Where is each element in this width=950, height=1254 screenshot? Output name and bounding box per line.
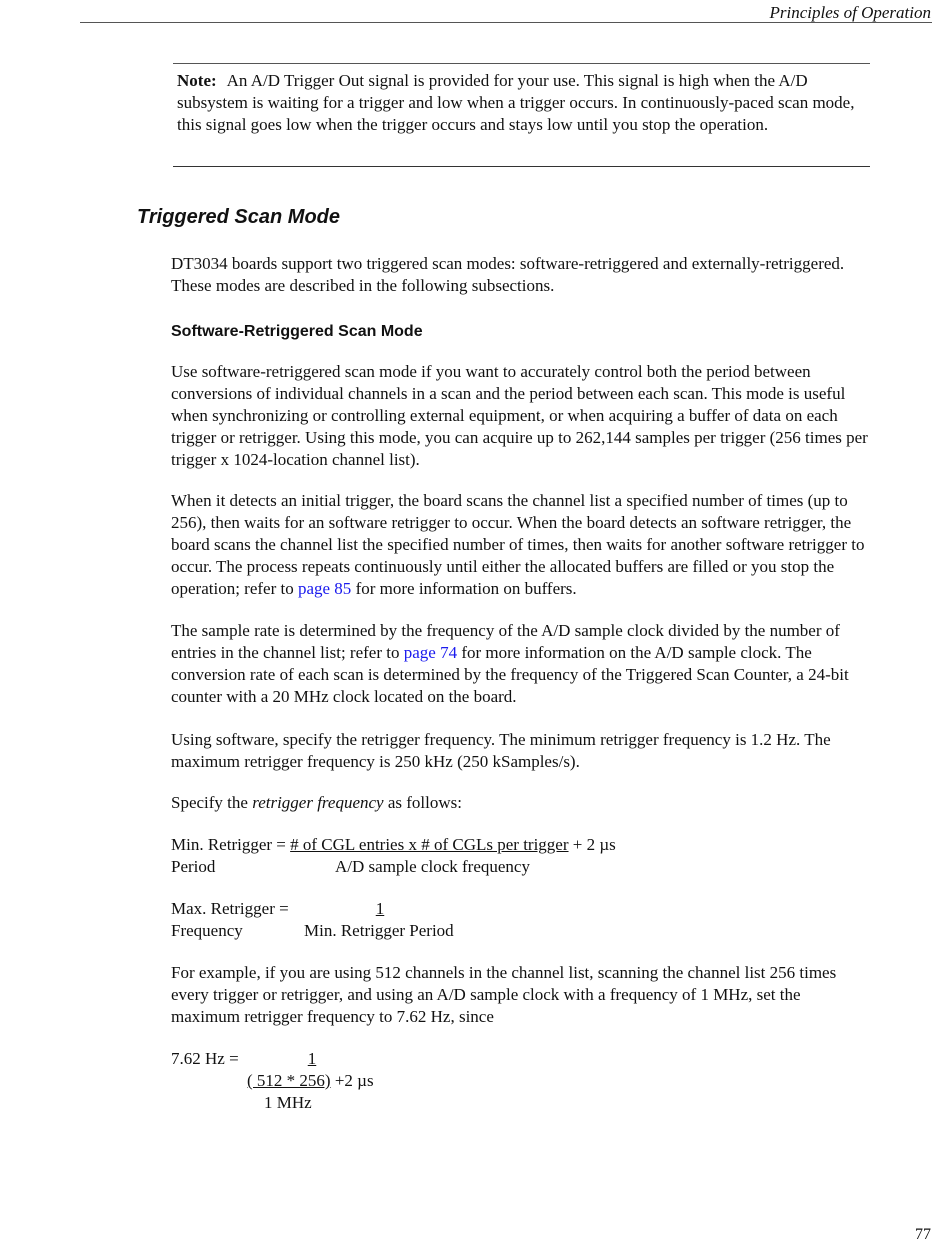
- subsection-heading: Software-Retriggered Scan Mode: [171, 323, 423, 340]
- note-body: An A/D Trigger Out signal is provided for your use. This signal is high when the A/D subsystem is waiting for a trigger and low when a trigger occurs. In continuously-paced scan mode, this signal goes low when the trigger occurs and stays low until you stop the operation.: [177, 71, 855, 134]
- section-intro: DT3034 boards support two triggered scan modes: software-retriggered and externally-retriggered. These modes are described in the following subsections.: [171, 254, 845, 295]
- paragraph-5-emphasis: retrigger frequency: [252, 793, 384, 812]
- paragraph-5: [171, 792, 871, 814]
- formula-min-period-line1: [171, 834, 616, 856]
- paragraph-1: Use software-retriggered scan mode if you want to accurately control both the period between conversions of individual channels in a scan and the period between each scan. This mode is useful when synchronizing or controlling external equipment, or when acquiring a buffer of data on each trigger or retrigger. Using this mode, you can acquire up to 262,144 samples per trigger (256 times per trigger x 1024-location channel list).: [171, 362, 868, 469]
- formula-example-den2: 1 MHz: [264, 1093, 312, 1112]
- formula-max-lhs2: Frequency: [171, 921, 243, 940]
- formula-min-denominator: A/D sample clock frequency: [335, 857, 530, 876]
- note-text: [177, 70, 870, 136]
- formula-min-lhs2: Period: [171, 857, 216, 876]
- paragraph-5-tail: as follows:: [387, 793, 462, 812]
- note-label: Note:: [177, 71, 217, 90]
- formula-max-lhs: Max. Retrigger =: [171, 899, 289, 918]
- formula-min-numerator: # of CGL entries x # of CGLs per trigger: [290, 835, 569, 854]
- formula-example-den1-tail: +2 µs: [334, 1071, 374, 1090]
- formula-example-den1-main: ( 512 * 256): [247, 1071, 331, 1090]
- formula-max-numerator: 1: [375, 899, 385, 918]
- formula-example-den1: [247, 1070, 374, 1092]
- page-number: 77: [915, 1226, 931, 1243]
- paragraph-2-text: When it detects an initial trigger, the board scans the channel list a specified number of times (up to 256), then waits for an software retrigger to occur. When the board detects an software retrigger, the board scans the channel list the specified number of times, then waits for another software retrigger to occur. The process repeats continuously until either the allocated buffers are filled or you stop the operation; refer to: [171, 491, 865, 598]
- paragraph-2: [171, 490, 871, 600]
- paragraph-3: [171, 620, 871, 708]
- paragraph-4: Using software, specify the retrigger frequency. The minimum retrigger frequency is 1.2 Hz. The maximum retrigger frequency is 250 kHz (250 kSamples/s).: [171, 730, 831, 771]
- paragraph-5-text: Specify the: [171, 793, 248, 812]
- note-box: [173, 63, 870, 167]
- paragraph-3-tail: for more information on the A/D sample clock. The conversion rate of each scan is determined by the frequency of the Triggered Scan Counter, a 24-bit counter with a 20 MHz clock located on the board.: [171, 643, 849, 706]
- paragraph-3-text: The sample rate is determined by the frequency of the A/D sample clock divided by the number of entries in the channel list; refer to: [171, 621, 840, 662]
- page-85-link[interactable]: page 85: [297, 579, 352, 598]
- page-74-link[interactable]: page 74: [403, 643, 458, 662]
- formula-min-tail: + 2 µs: [572, 835, 616, 854]
- formula-example-lhs: 7.62 Hz =: [171, 1049, 239, 1068]
- formula-max-denominator: Min. Retrigger Period: [304, 921, 454, 940]
- paragraph-6: For example, if you are using 512 channels in the channel list, scanning the channel list 256 times every trigger or retrigger, and using an A/D sample clock with a frequency of 1 MHz, set the maximum retrigger frequency to 7.62 Hz, since: [171, 963, 837, 1026]
- paragraph-2-tail: for more information on buffers.: [355, 579, 577, 598]
- running-header: Principles of Operation: [769, 3, 931, 22]
- formula-example-numerator: 1: [307, 1049, 317, 1068]
- formula-min-lhs: Min. Retrigger =: [171, 835, 286, 854]
- section-heading: Triggered Scan Mode: [137, 206, 341, 228]
